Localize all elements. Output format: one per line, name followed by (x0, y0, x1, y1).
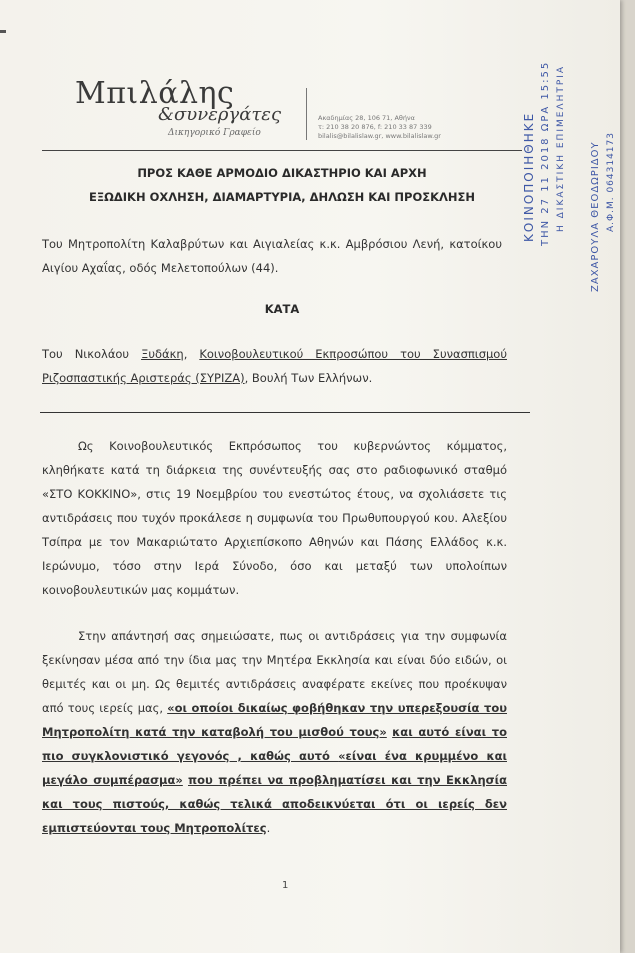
paragraph-2-end: . (266, 821, 271, 835)
heading-line-2: ΕΞΩΔΙΚΗ ΟΧΛΗΣΗ, ΔΙΑΜΑΡΤΥΡΙΑ, ΔΗΛΩΣΗ ΚΑΙ ΠΡΟΣΚΛΗΣΗ (88, 190, 476, 204)
stamp-title: ΚΟΙΝΟΠΟΙΗΘΗΚΕ (522, 111, 536, 242)
quote-hidden-conclusion: «είναι ένα κρυμμένο και μεγάλο συμπέρασμα» (42, 749, 507, 787)
paragraph-1 (42, 434, 507, 602)
firm-address: Ακαδημίας 28, 106 71, Αθήνα (318, 114, 415, 122)
party-against-name: Ξυδάκη (141, 347, 184, 361)
firm-logo-tagline: Δικηγορικό Γραφείο (168, 128, 261, 138)
binder-mark (0, 30, 6, 33)
heading-line-1: ΠΡΟΣ ΚΑΘΕ ΑΡΜΟΔΙΟ ΔΙΚΑΣΤΗΡΙΟ ΚΑΙ ΑΡΧΗ (137, 166, 427, 180)
firm-email-web: bilalis@bilalislaw.gr, www.bilalislaw.gr (318, 132, 441, 140)
page-number: 1 (282, 880, 289, 891)
paragraph-2 (42, 624, 507, 840)
stamp-officer-title: Η ΔΙΚΑΣΤΙΚΗ ΕΠΙΜΕΛΗΤΡΙΑ (556, 64, 566, 232)
stamp-date: ΤΗΝ 27 11 2018 ΩΡΑ 15:55 (540, 60, 551, 246)
paragraph-1-text: Ως Κοινοβουλευτικός Εκπρόσωπος του κυβερνώντος κόμματος, κληθήκατε κατά τη διάρκεια της συνέντευξής σας στο ραδιοφωνικό σταθμό «ΣΤΟ ΚΟΚΚΙΝΟ», στις 19 Νοεμβρίου του ενεστώτος έτους, να σχολιάσετε τις αντιδράσεις που τυχόν προκάλεσε η συμφωνία του Πρωθυπουργού κου. Αλεξίου Τσίπρα με τον Μακαριώτατο Αρχιεπίσκοπο Αθηνών και Πάσης Ελλάδος κ.κ. Ιερώνυμο, τόσο στην Ιερά Σύνοδο, όσο και μεταξύ των υπολοίπων κοινοβουλευτικών μας κομμάτων. (42, 439, 507, 597)
party-against-role: Κοινοβουλευτικού Εκπροσώπου του Συνασπισμού Ριζοσπαστικής Αριστεράς (ΣΥΡΙΖΑ) (42, 347, 507, 385)
section-divider (40, 412, 530, 413)
party-from: Του Μητροπολίτη Καλαβρύτων και Αιγιαλείας κ.κ. Αμβρόσιου Λενή, κατοίκου Αιγίου Αχαΐας, οδός Μελετοπούλων (44). (42, 237, 502, 275)
party-against-post: , Βουλή Των Ελλήνων. (244, 371, 373, 385)
firm-logo-sub: &συνεργάτες (158, 104, 282, 125)
stamp-tax-id: Α.Φ.Μ. 064314173 (606, 132, 616, 232)
party-against-pre: Του Νικολάου (42, 347, 142, 361)
kata-heading: ΚΑΤΑ (264, 302, 300, 316)
paragraph-2-conclusion: που πρέπει να προβληματίσει και την Εκκλησία και τους πιστούς, καθώς τελικά αποδεικνύεται ότι οι ιερείς δεν εμπιστεύονται τους Μητροπολίτες (42, 773, 508, 835)
logo-divider (306, 88, 307, 140)
service-stamp (510, 60, 630, 332)
paragraph-2-text: Στην απάντησή σας σημειώσατε, πως οι αντιδράσεις για την συμφωνία ξεκίνησαν μέσα από την ίδια μας την Μητέρα Εκκλησία και είναι δύο ειδών, οι θεμιτές και οι μη. Ως θεμιτές αντιδράσεις αναφέρατε εκείνες που προέκυψαν από τους ιερείς μας, (42, 629, 507, 715)
firm-phones: τ: 210 38 20 876, f: 210 33 87 339 (318, 123, 432, 131)
party-against (42, 342, 507, 390)
firm-logo-name: Μπιλάλης (75, 76, 235, 111)
paragraph-2-emphasis: και αυτό είναι το πιο συγκλονιστικό γεγονός , καθώς αυτό (42, 725, 507, 763)
stamp-officer-name: ΖΑΧΑΡΟΥΛΑ ΘΕΟΔΩΡΙΔΟΥ (590, 141, 601, 292)
quote-priests-fear: «οι οποίοι δικαίως φοβήθηκαν την υπερεξουσία του Μητροπολίτη κατά την καταβολή του μισθού τους» (42, 701, 507, 739)
header-divider (42, 150, 522, 151)
party-against-sep: , (183, 347, 200, 361)
firm-contact (318, 114, 441, 141)
